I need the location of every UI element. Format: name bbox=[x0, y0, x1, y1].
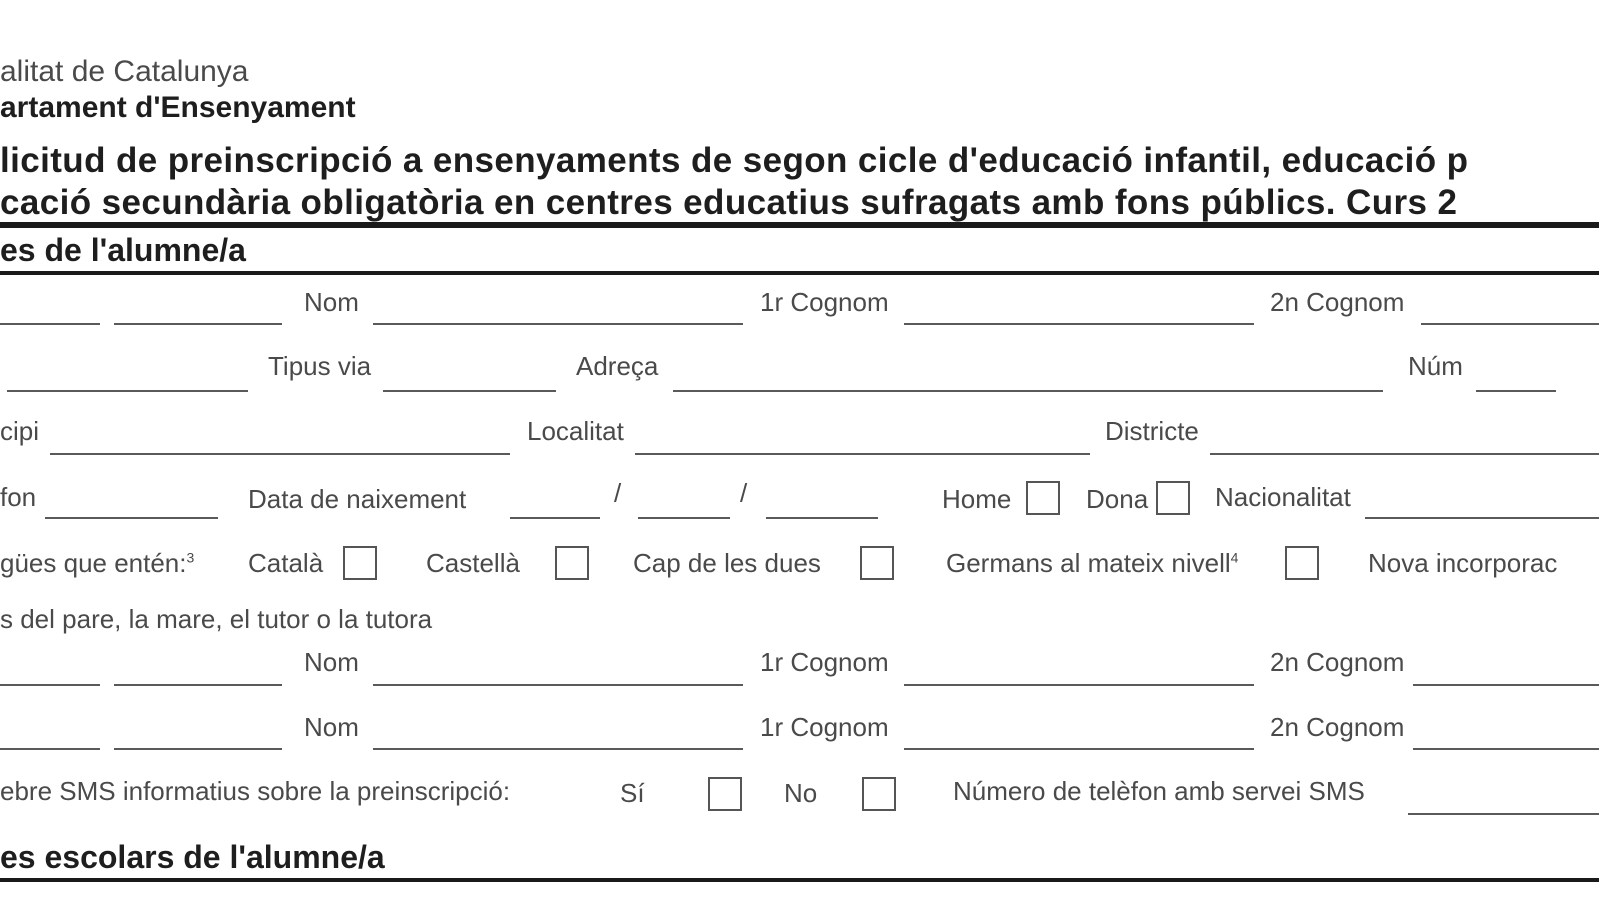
sms-no-label: No bbox=[784, 778, 818, 808]
cap-checkbox[interactable] bbox=[860, 546, 894, 580]
form-title-line2: cació secundària obligatòria en centres educatius sufragats amb fons públics. Curs 2 bbox=[0, 183, 1458, 222]
student-cognom1-field[interactable] bbox=[904, 323, 1254, 325]
parent1-dni-field[interactable] bbox=[0, 684, 100, 686]
parent1-nom-label: Nom bbox=[304, 647, 359, 677]
parent1-cognom2-label: 2n Cognom bbox=[1270, 647, 1405, 677]
data-naixement-label: Data de naixement bbox=[248, 484, 467, 514]
parent2-nom-field[interactable] bbox=[373, 748, 743, 750]
districte-field[interactable] bbox=[1210, 453, 1599, 455]
castella-label: Castellà bbox=[426, 548, 520, 578]
student-dni-field[interactable] bbox=[0, 323, 100, 325]
student-cognom1-label: 1r Cognom bbox=[760, 287, 889, 317]
municipi-label: cipi bbox=[0, 416, 40, 446]
org-name: alitat de Catalunya bbox=[0, 55, 249, 88]
form-title-line1: licitud de preinscripció a ensenyaments de segon cicle d'educació infantil, educació p bbox=[0, 141, 1469, 180]
parent1-dni-extra-field[interactable] bbox=[114, 684, 282, 686]
districte-label: Districte bbox=[1105, 416, 1199, 446]
date-slash-1: / bbox=[614, 478, 622, 508]
student-cognom2-label: 2n Cognom bbox=[1270, 287, 1405, 317]
nacionalitat-field[interactable] bbox=[1365, 517, 1599, 519]
birth-day-field[interactable] bbox=[510, 517, 600, 519]
telefon-sms-label: Número de telèfon amb servei SMS bbox=[953, 776, 1365, 806]
llengues-label: gües que entén:$^3$ bbox=[0, 548, 195, 578]
tipus-via-field[interactable] bbox=[383, 390, 556, 392]
parent1-cognom2-field[interactable] bbox=[1413, 684, 1599, 686]
section-parents-title: s del pare, la mare, el tutor o la tutora bbox=[0, 604, 433, 634]
parent2-cognom2-label: 2n Cognom bbox=[1270, 712, 1405, 742]
parent1-nom-field[interactable] bbox=[373, 684, 743, 686]
address-field[interactable] bbox=[7, 390, 248, 392]
adreca-label: Adreça bbox=[576, 351, 659, 381]
localitat-label: Localitat bbox=[527, 416, 624, 446]
castella-checkbox[interactable] bbox=[555, 546, 589, 580]
student-nom-field[interactable] bbox=[373, 323, 743, 325]
parent1-cognom1-label: 1r Cognom bbox=[760, 647, 889, 677]
parent2-cognom1-label: 1r Cognom bbox=[760, 712, 889, 742]
germans-checkbox[interactable] bbox=[1285, 546, 1319, 580]
birth-year-field[interactable] bbox=[766, 517, 878, 519]
municipi-field[interactable] bbox=[50, 453, 510, 455]
student-dni-extra-field[interactable] bbox=[114, 323, 282, 325]
parent1-cognom1-field[interactable] bbox=[904, 684, 1254, 686]
nacionalitat-label: Nacionalitat bbox=[1215, 482, 1351, 512]
home-label: Home bbox=[942, 484, 1012, 514]
home-checkbox[interactable] bbox=[1026, 481, 1060, 515]
sms-si-checkbox[interactable] bbox=[708, 777, 742, 811]
catala-label: Català bbox=[248, 548, 324, 578]
section-student-title: es de l'alumne/a bbox=[0, 232, 246, 268]
department-name: artament d'Ensenyament bbox=[0, 91, 356, 124]
sms-si-label: Sí bbox=[620, 778, 645, 808]
section-school-title: es escolars de l'alumne/a bbox=[0, 839, 385, 875]
dona-label: Dona bbox=[1086, 484, 1149, 514]
telefon-label: fon bbox=[0, 482, 37, 512]
num-label: Núm bbox=[1408, 351, 1463, 381]
birth-month-field[interactable] bbox=[638, 517, 730, 519]
sms-label: ebre SMS informatius sobre la preinscripció: bbox=[0, 776, 511, 806]
telefon-field[interactable] bbox=[45, 517, 218, 519]
date-slash-2: / bbox=[740, 478, 748, 508]
dona-checkbox[interactable] bbox=[1156, 481, 1190, 515]
title-rule bbox=[0, 222, 1599, 228]
parent2-dni-extra-field[interactable] bbox=[114, 748, 282, 750]
section-school-rule bbox=[0, 878, 1599, 882]
parent2-cognom1-field[interactable] bbox=[904, 748, 1254, 750]
germans-label: Germans al mateix nivell$^4$ bbox=[946, 548, 1239, 578]
nova-incorporacio-label: Nova incorporac bbox=[1368, 548, 1558, 578]
num-field[interactable] bbox=[1476, 390, 1556, 392]
adreca-field[interactable] bbox=[673, 390, 1383, 392]
telefon-sms-field[interactable] bbox=[1408, 813, 1599, 815]
parent2-dni-field[interactable] bbox=[0, 748, 100, 750]
student-cognom2-field[interactable] bbox=[1421, 323, 1599, 325]
section-student-rule bbox=[0, 271, 1599, 275]
parent2-cognom2-field[interactable] bbox=[1413, 748, 1599, 750]
student-nom-label: Nom bbox=[304, 287, 359, 317]
catala-checkbox[interactable] bbox=[343, 546, 377, 580]
sms-no-checkbox[interactable] bbox=[862, 777, 896, 811]
cap-label: Cap de les dues bbox=[633, 548, 821, 578]
parent2-nom-label: Nom bbox=[304, 712, 359, 742]
localitat-field[interactable] bbox=[635, 453, 1090, 455]
tipus-via-label: Tipus via bbox=[268, 351, 372, 381]
